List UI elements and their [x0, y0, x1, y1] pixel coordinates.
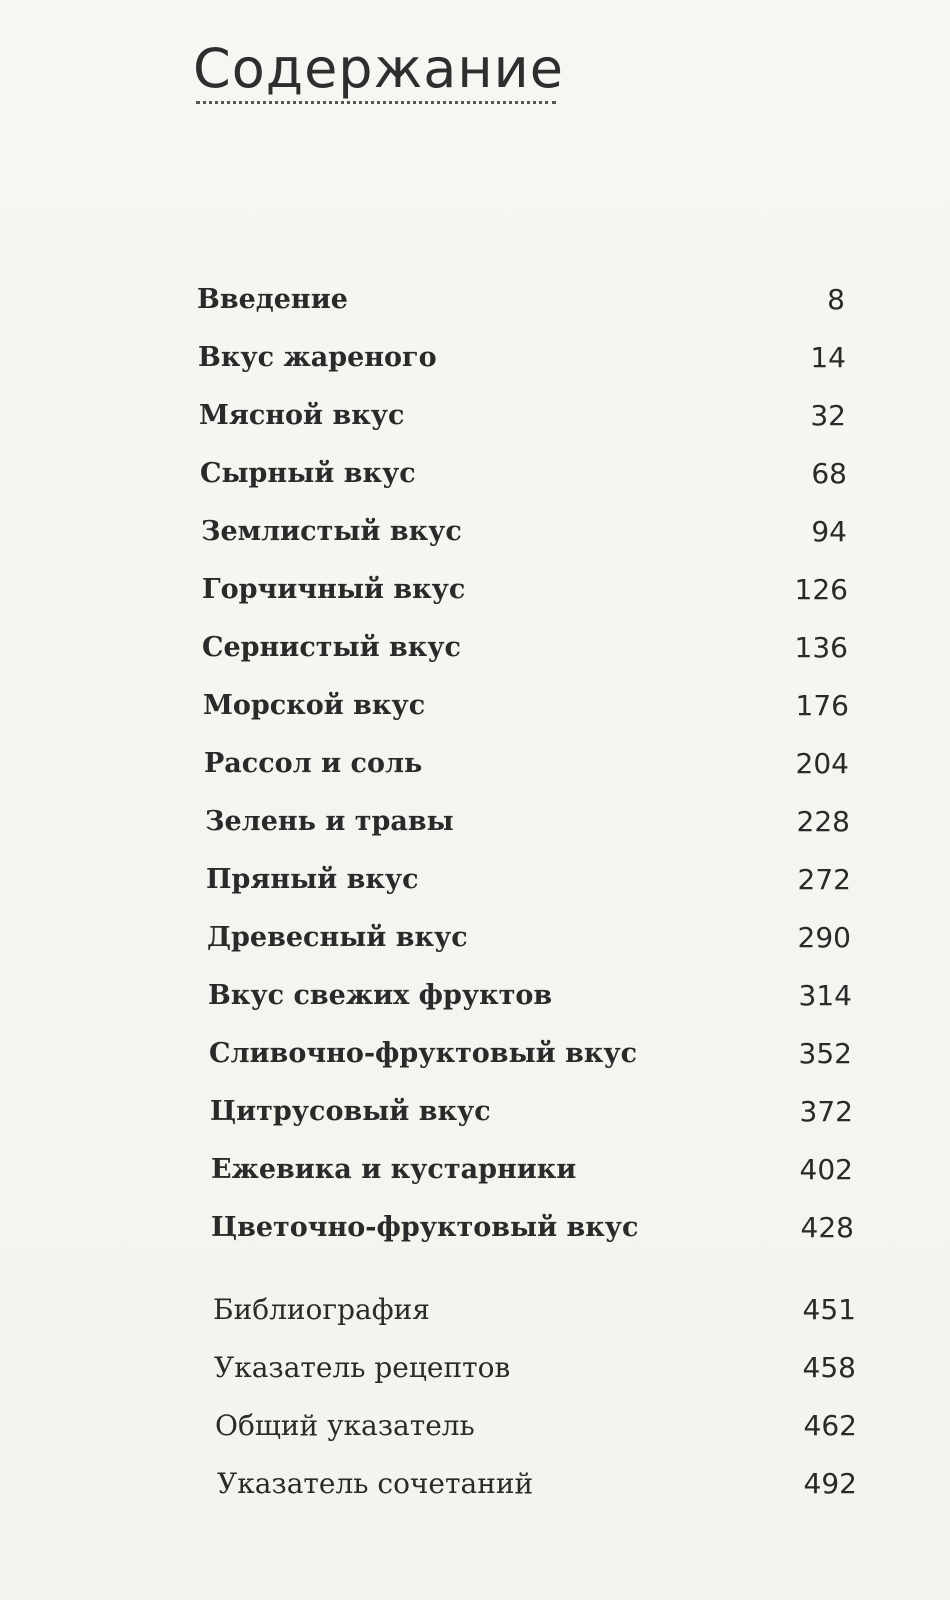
- toc-entry-page-number: 372: [799, 1095, 853, 1128]
- toc-entry-title: Общий указатель: [215, 1409, 475, 1442]
- toc-entry-title: Вкус свежих фруктов: [208, 980, 553, 1011]
- toc-entry-title: Пряный вкус: [206, 864, 419, 895]
- toc-entry[interactable]: [202, 628, 848, 672]
- page-title: Содержание: [193, 37, 564, 100]
- toc-entry[interactable]: [209, 1034, 852, 1078]
- toc-entry-page-number: 32: [810, 399, 846, 432]
- toc-entry-title: Сернистый вкус: [202, 632, 461, 663]
- toc-entry-page-number: 68: [811, 457, 847, 490]
- toc-entry-page-number: 14: [810, 341, 846, 374]
- toc-entry[interactable]: [205, 802, 850, 846]
- toc-entry[interactable]: [217, 1464, 857, 1508]
- toc-entry-page-number: 8: [827, 283, 845, 316]
- toc-entry-title: Библиография: [213, 1293, 430, 1326]
- toc-entry-title: Вкус жареного: [198, 342, 437, 373]
- toc-entry[interactable]: [215, 1406, 857, 1450]
- toc-entry-title: Горчичный вкус: [202, 574, 466, 605]
- toc-entry[interactable]: [206, 860, 851, 904]
- toc-entry-page-number: 94: [811, 515, 847, 548]
- toc-entry-page-number: 290: [797, 921, 851, 954]
- toc-entry-title: Зелень и травы: [205, 806, 454, 837]
- toc-entry-title: Цветочно-фруктовый вкус: [211, 1212, 639, 1243]
- toc-entry-title: Древесный вкус: [207, 922, 468, 953]
- toc-entry-page-number: 126: [794, 573, 848, 606]
- toc-entry[interactable]: [210, 1092, 853, 1136]
- toc-entry-page-number: 136: [794, 631, 848, 664]
- toc-entry[interactable]: [198, 338, 846, 382]
- toc-entry-page-number: 428: [800, 1211, 854, 1244]
- toc-entry-title: Землистый вкус: [201, 516, 462, 547]
- toc-entry-title: Сливочно-фруктовый вкус: [209, 1038, 638, 1069]
- toc-entry[interactable]: [208, 976, 852, 1020]
- toc-entry[interactable]: [213, 1290, 856, 1334]
- toc-entry-page-number: 314: [798, 979, 852, 1012]
- toc-entry[interactable]: [202, 570, 848, 614]
- toc-entry[interactable]: [201, 512, 847, 556]
- toc-entry-title: Морской вкус: [203, 690, 426, 721]
- toc-entry[interactable]: [203, 686, 849, 730]
- toc-entry[interactable]: [211, 1150, 853, 1194]
- toc-entry[interactable]: [211, 1208, 854, 1252]
- toc-entry-title: Цитрусовый вкус: [210, 1096, 491, 1127]
- toc-entry-title: Указатель сочетаний: [217, 1467, 534, 1500]
- toc-entry-page-number: 402: [799, 1153, 853, 1186]
- toc-entry-page-number: 451: [802, 1293, 856, 1326]
- toc-entry-title: Сырный вкус: [200, 458, 416, 489]
- toc-entry[interactable]: [197, 280, 845, 324]
- toc-entry[interactable]: [207, 918, 851, 962]
- toc-entry-title: Указатель рецептов: [214, 1351, 511, 1384]
- toc-entry-page-number: 228: [796, 805, 850, 838]
- toc-entry[interactable]: [199, 396, 846, 440]
- toc-entry[interactable]: [204, 744, 849, 788]
- toc-entry-page-number: 492: [803, 1467, 857, 1500]
- toc-entry-title: Мясной вкус: [199, 400, 405, 431]
- toc-entry-title: Рассол и соль: [204, 748, 423, 779]
- toc-entry[interactable]: [200, 454, 847, 498]
- toc-entry-page-number: 458: [802, 1351, 856, 1384]
- toc-entry-page-number: 462: [803, 1409, 857, 1442]
- toc-entry-page-number: 272: [797, 863, 851, 896]
- toc-entry-page-number: 352: [798, 1037, 852, 1070]
- toc-entry[interactable]: [214, 1348, 856, 1392]
- toc-entry-title: Введение: [197, 284, 348, 315]
- toc-entry-page-number: 204: [795, 747, 849, 780]
- toc-entry-title: Ежевика и кустарники: [211, 1154, 577, 1185]
- toc-entry-page-number: 176: [795, 689, 849, 722]
